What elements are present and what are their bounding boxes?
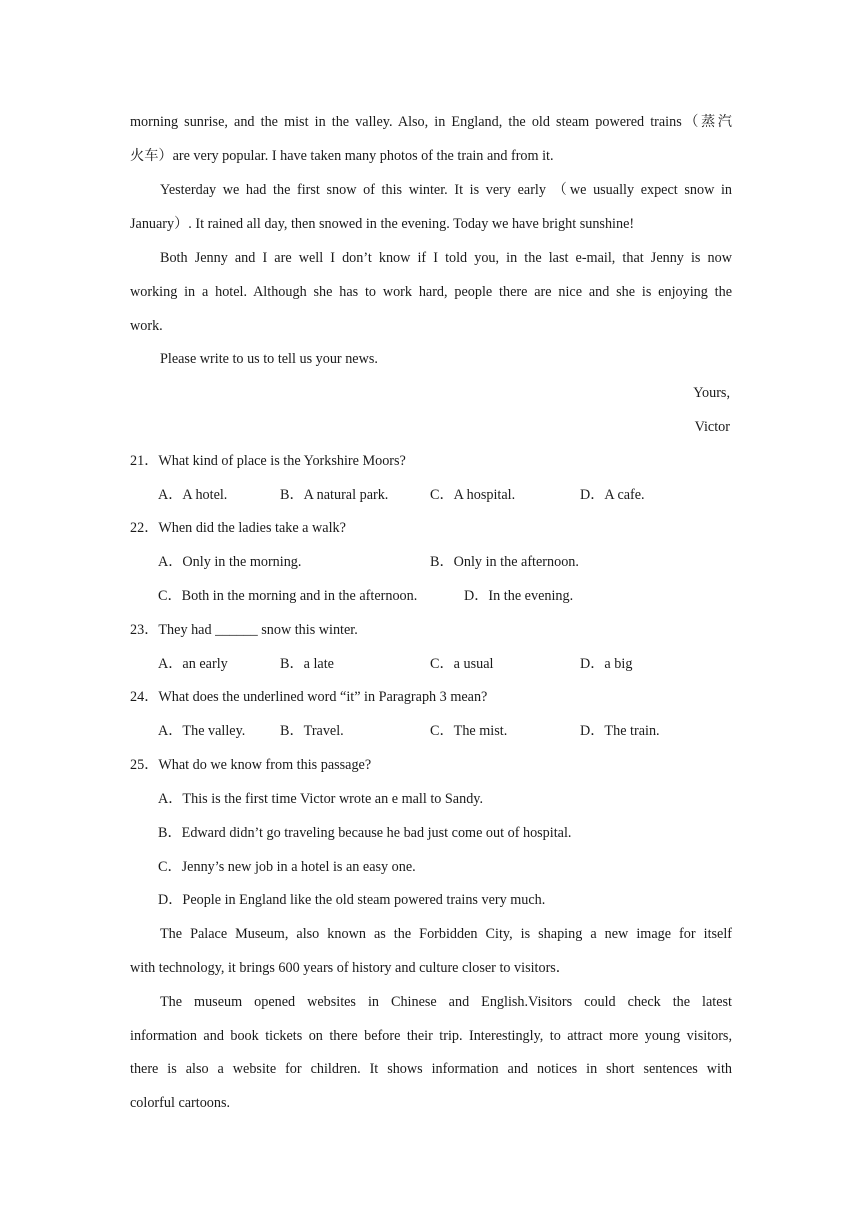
passage-line: with technology, it brings 600 years of history and culture closer to visitors．: [130, 960, 570, 976]
option-b: B．Edward didn’t go traveling because he bad just come out of hospital.: [158, 825, 572, 841]
option-b: B．Travel.: [280, 723, 344, 739]
passage-line: information and book tickets on there before their trip. Interestingly, to attract more young visitors,: [130, 1028, 732, 1044]
option-b: B．A natural park.: [280, 487, 389, 503]
passage-line: The Palace Museum, also known as the Forbidden City, is shaping a new image for itself: [160, 926, 732, 942]
question-text: What does the underlined word “it” in Paragraph 3 mean?: [158, 689, 488, 705]
question-25: [130, 756, 371, 774]
question-24: [130, 688, 487, 706]
letter-signature: Victor: [694, 419, 730, 435]
question-number: 24．: [130, 689, 159, 705]
question-text: What kind of place is the Yorkshire Moors?: [158, 453, 406, 469]
letter-line: Both Jenny and I are well I don’t know if I told you, in the last e-mail, that Jenny is now: [160, 250, 732, 266]
option-a: A．an early: [158, 656, 228, 672]
option-b: B．Only in the afternoon.: [430, 554, 579, 570]
passage-line: The museum opened websites in Chinese and English.Visitors could check the latest: [160, 994, 732, 1010]
letter-line: 火车）are very popular. I have taken many photos of the train and from it.: [130, 148, 554, 164]
letter-closing: Yours,: [693, 385, 730, 401]
option-d: D．People in England like the old steam powered trains very much.: [158, 892, 546, 908]
option-a: A．Only in the morning.: [158, 554, 302, 570]
option-c: C．a usual: [430, 656, 494, 672]
letter-line: Please write to us to tell us your news.: [160, 351, 378, 367]
option-a: A．This is the first time Victor wrote an e mall to Sandy.: [158, 791, 484, 807]
option-c: C．Both in the morning and in the afternoon.: [158, 588, 418, 604]
option-c: C．The mist.: [430, 723, 508, 739]
letter-line: work.: [130, 318, 163, 334]
question-text: When did the ladies take a walk?: [158, 520, 346, 536]
option-b: B．a late: [280, 656, 334, 672]
question-number: 21．: [130, 453, 159, 469]
letter-line: January）. It rained all day, then snowed in the evening. Today we have bright sunshine!: [130, 216, 635, 232]
question-21: [130, 452, 406, 470]
question-text: They had ______ snow this winter.: [158, 622, 358, 638]
option-d: D．The train.: [580, 723, 660, 739]
question-23: [130, 621, 358, 639]
letter-line: Yesterday we had the first snow of this winter. It is very early （we usually expect snow in: [160, 182, 732, 198]
question-22: [130, 519, 346, 537]
option-d: D．A cafe.: [580, 487, 645, 503]
option-c: C．Jenny’s new job in a hotel is an easy one.: [158, 859, 416, 875]
letter-line: morning sunrise, and the mist in the valley. Also, in England, the old steam powered trains（蒸汽: [130, 114, 732, 130]
option-c: C．A hospital.: [430, 487, 516, 503]
question-number: 23．: [130, 622, 159, 638]
question-number: 25．: [130, 757, 159, 773]
letter-line: working in a hotel. Although she has to work hard, people there are nice and she is enjoying the: [130, 284, 732, 300]
option-d: D．a big: [580, 656, 633, 672]
passage-line: colorful cartoons.: [130, 1095, 231, 1111]
question-number: 22．: [130, 520, 159, 536]
passage-line: there is also a website for children. It shows information and notices in short sentences with: [130, 1061, 732, 1077]
option-d: D．In the evening.: [464, 588, 574, 604]
option-a: A．A hotel.: [158, 487, 228, 503]
option-a: A．The valley.: [158, 723, 246, 739]
question-text: What do we know from this passage?: [158, 757, 372, 773]
